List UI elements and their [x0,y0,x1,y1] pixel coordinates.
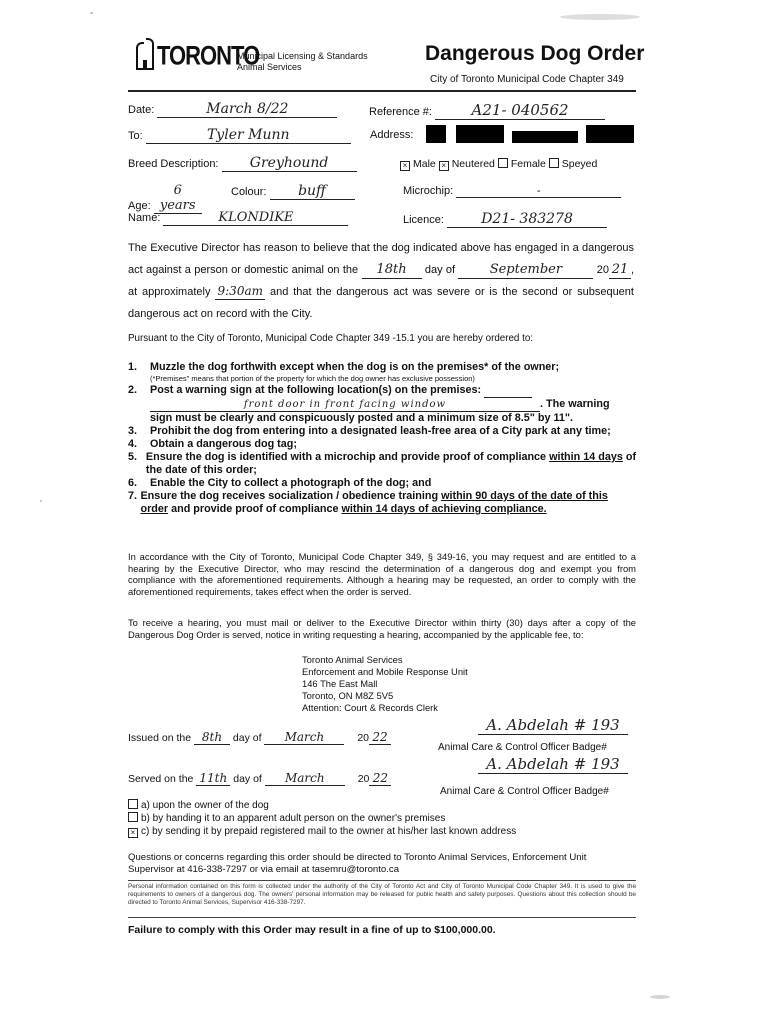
address-redaction [586,125,634,143]
address-line: Toronto Animal Services [302,654,403,665]
incident-day: 18th [362,262,422,279]
order-emphasis: within 90 days of the date of this order [140,490,608,515]
age-label: Age: [128,200,151,212]
order-item [128,490,638,516]
colour-label: Colour: [231,186,267,198]
order-text: Enable the City to collect a photograph of the dog; and [150,477,432,489]
checkbox-icon [549,158,559,168]
hearing-paragraph: In accordance with the City of Toronto, Municipal Code Chapter 349, § 349-16, you may request and are entitled to a hearing by the Executive Director, who may rescind the determination of a dangerous dog and exempt you from compliance with the aforementioned requirements. Although a hearing may be requested, an order to comply with the aforementioned requirements, takes effect when the order is served. [128,551,636,597]
order-item [128,361,638,384]
licence-value: D21- 383278 [447,211,607,228]
issued-line [128,730,391,745]
document-subtitle: City of Toronto Municipal Code Chapter 349 [430,74,624,85]
reference-value: A21- 040562 [435,101,605,120]
order-text: sign must be clearly and conspicuously posted and a minimum size of 8.5" by 11". [150,412,574,424]
division-line: Animal Services [237,62,302,72]
date-value: March 8/22 [157,101,337,118]
orders-list [128,361,638,516]
sex-option-label: Speyed [561,158,598,170]
privacy-notice: Personal information contained on this form is collected under the authority of the City of Toronto Act and City of Toronto Municipal Code Chapter 349. It is used to give the requirements to owners of a dangerous dog. The owners' personal information may be released for public health and safety purposes. Questions about this collection should be directed to Toronto Animal Services, Supervisor 416-338-7297. [128,883,636,906]
privacy-rule [128,880,636,881]
age-value: 6 years [154,183,202,214]
scan-speck [90,12,93,14]
address-line: Enforcement and Mobile Response Unit [302,666,468,677]
address-redaction [456,125,504,143]
hearing-instructions: To receive a hearing, you must mail or deliver to the Executive Director within thirty (30) days after a copy of the Dangerous Dog Order is served, notice in writing requesting a hearing, accompanied by the applicable fee, to: [128,617,636,640]
incident-month: September [458,262,593,279]
sex-option-neutered[interactable] [439,158,495,170]
department-line: Municipal Licensing & Standards [237,51,368,61]
document-title: Dangerous Dog Order [425,42,645,65]
order-emphasis: within 14 days of achieving compliance. [341,503,547,515]
order-text: Prohibit the dog from entering into a designated leash-free area of a City park at any time; [150,425,611,437]
issued-year: 22 [369,730,391,745]
name-field [128,210,348,226]
breed-value: Greyhound [222,155,357,172]
order-text: Post a warning sign at the following location(s) on the premises: [150,384,482,396]
order-emphasis: within 14 days [549,451,623,463]
logo-text: TORONTO [157,40,260,71]
header-rule [128,90,636,92]
address-line: 146 The East Mall [302,678,378,689]
served-day: 11th [196,771,230,786]
blank-line [484,384,532,398]
questions-text: Questions or concerns regarding this order should be directed to Toronto Animal Services, Enforcement Unit Supervisor at 416-338-7297 or via email at tasemru@toronto.ca [128,852,587,875]
service-option-label: b) by handing it to an apparent adult person on the owner's premises [141,813,446,824]
served-label: Served on the [128,773,194,785]
sex-option-label: Female [510,158,546,170]
service-option[interactable] [128,812,516,825]
order-item [128,384,638,425]
order-text: of the date of this order; [145,451,637,476]
issued-label: Issued on the [128,732,192,744]
statement-text: 20 [596,264,609,276]
order-item [128,425,638,438]
sign-location: front door in front facing window [150,398,540,412]
order-number: 2. [128,384,138,396]
issued-signature: A. Abdelah # 193 [478,716,628,735]
sex-options [400,158,597,171]
order-text: Obtain a dangerous dog tag; [150,438,297,450]
service-options [128,799,516,838]
checkbox-checked-icon: × [128,828,138,838]
incident-year: 21 [609,262,631,279]
service-option-label: c) by sending it by prepaid registered mail to the owner at his/her last known address [141,826,517,837]
breed-label: Breed Description: [128,158,219,170]
scan-speck [40,500,42,502]
to-field [128,127,351,144]
city-hall-icon [136,42,154,70]
microchip-label: Microchip: [403,185,454,197]
order-number: 1. [128,361,138,373]
sex-option-female[interactable] [498,158,546,170]
date-label: Date: [128,104,155,116]
address-field [370,129,413,141]
order-note: (*Premises" means that portion of the property for which the dog owner has exclusive possession) [150,374,475,383]
statement-text: , at approximately [128,264,635,298]
scan-speck [650,995,670,999]
colour-field [231,183,355,200]
issued-day: 8th [194,730,230,745]
address-line: Toronto, ON M8Z 5V5 [302,690,394,701]
name-label: Name: [128,212,161,224]
sex-option-label: Male [413,158,436,170]
licence-label: Licence: [403,214,444,226]
order-number: 7. [128,490,138,502]
reference-label: Reference #: [369,106,432,118]
order-number: 5. [128,451,138,463]
address-redaction [426,125,446,143]
mailing-address [302,654,468,714]
order-text: Ensure the dog receives socialization / obedience training [140,490,439,502]
served-label: day of [233,773,262,785]
address-line: Attention: Court & Records Clerk [302,702,438,713]
licence-field [403,211,607,228]
served-month: March [265,771,345,786]
order-text: Muzzle the dog forthwith except when the dog is on the premises* of the owner; [150,361,560,373]
scan-speck [560,14,640,20]
address-redaction [512,131,578,143]
issued-label: 20 [357,732,370,744]
microchip-value: - [456,185,621,198]
incident-time: 9:30am [215,283,265,300]
served-label: 20 [357,773,370,785]
service-option[interactable] [128,799,516,812]
served-line [128,771,391,786]
served-badge-label: Animal Care & Control Officer Badge# [440,786,609,797]
served-signature: A. Abdelah # 193 [478,755,628,774]
order-number: 3. [128,425,138,437]
issued-label: day of [232,732,262,744]
pursuant-text: Pursuant to the City of Toronto, Municipal Code Chapter 349 -15.1 you are hereby ordered to: [128,333,533,344]
microchip-field [403,185,621,198]
order-item [128,477,638,490]
privacy-rule [128,917,636,918]
statement-text: and that the dangerous act was severe or is the second or subsequent dangerous act on record with the City. [128,286,634,320]
order-text: and provide proof of compliance [171,503,339,515]
issued-badge-label: Animal Care & Control Officer Badge# [438,742,607,753]
to-label: To: [128,130,143,142]
name-value: KLONDIKE [163,210,348,226]
address-label: Address: [370,129,414,141]
checkbox-icon [128,799,138,809]
order-number: 6. [128,477,138,489]
failure-warning: Failure to comply with this Order may result in a fine of up to $100,000.00. [128,924,496,936]
order-text: Ensure the dog is identified with a microchip and provide proof of compliance [145,451,547,463]
served-year: 22 [369,771,391,786]
sex-option-speyed[interactable] [549,158,598,170]
checkbox-icon [498,158,508,168]
date-field [128,101,337,118]
sex-option-label: Neutered [451,158,495,170]
order-item [128,438,638,451]
colour-value: buff [270,183,355,200]
order-item [128,451,638,477]
order-number: 4. [128,438,138,450]
sex-option-male[interactable] [400,158,436,170]
issued-month: March [264,730,344,745]
statement-paragraph [128,237,634,325]
checkbox-checked-icon: × [400,161,410,171]
statement-text: The Executive Director has reason to believe that the dog indicated above has engaged in a dangerous act against a person or domestic animal on the [128,242,634,276]
statement-text: day of [424,264,456,276]
service-option-label: a) upon the owner of the dog [141,800,269,811]
department [237,51,368,73]
checkbox-checked-icon: × [439,161,449,171]
to-value: Tyler Munn [146,127,351,144]
breed-field [128,155,357,172]
reference-field [369,101,605,120]
checkbox-icon [128,812,138,822]
service-option[interactable] [128,825,516,838]
order-text: . The warning [540,398,610,410]
